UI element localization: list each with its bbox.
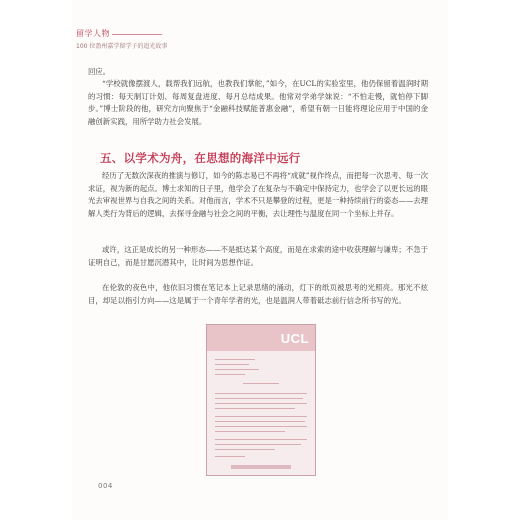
letter-signature-line: [215, 456, 245, 457]
header-rule: [112, 34, 162, 35]
ucl-letter-image: [206, 324, 316, 476]
letter-text-line: [215, 393, 307, 394]
paragraph-1: 回应。: [88, 67, 111, 76]
letter-text-line: [215, 369, 259, 370]
letter-text-line: [215, 408, 295, 409]
letter-text-line: [215, 439, 307, 440]
paragraph-5: 在伦敦的夜色中，他依旧习惯在笔记本上记录思绪的涌动，灯下的纸页被思考的光照亮。那光不炫目，却足以指引方向——这是属于一个青年学者的光，也是温润人带着砥志前行信念所书写的光。: [88, 283, 428, 305]
paragraph-2: “学校就像摆渡人，载帮我们远航，也教我们掌舵，”如今，在UCL的实验室里，他仍保留着温润时期的习惯：每天制订计划、每周复盘进度、每月总结成果。他常对学弟学妹说：“不怕走慢，就怕停下脚步。”博士阶段的他，研究方向聚焦于“金融科技赋能普惠金融”，希望有朝一日能将理论应用于中国的金融创新实践，用所学助力社会发展。: [88, 79, 428, 126]
letter-text-line: [215, 364, 249, 365]
letter-text-line: [215, 359, 255, 360]
section-heading: 五、以学术为舟，在思想的海洋中远行: [100, 151, 301, 165]
letter-text-line: [215, 398, 303, 399]
header-subtitle: 100 位盈州嘉学留学子的追光故事: [76, 43, 168, 50]
ucl-logo: UCL: [280, 331, 309, 346]
letter-text-line: [215, 444, 301, 445]
paragraph-4: 或许，这正是成长的另一种形态——不是抵达某个高度，而是在求索的途中收获理解与谦卑；不急于证明自己，而是甘愿沉潜其中，让时间为思想作证。: [88, 245, 428, 267]
letter-text-line: [215, 421, 305, 422]
letter-text-line: [215, 431, 285, 432]
letter-text-line: [215, 403, 307, 404]
running-header: [76, 28, 167, 50]
letter-text-line: [215, 374, 245, 375]
letter-text-line: [243, 383, 279, 384]
letter-text-line: [215, 449, 275, 450]
letter-text-line: [215, 416, 307, 417]
letter-footer: [231, 465, 291, 469]
letter-text-line: [215, 426, 307, 427]
paragraph-3: 经历了无数次深夜的推演与修订，如今的陈志易已不再将“成就”视作终点，而把每一次思考、每一次求证，视为新的起点。博士求知的日子里，他学会了在复杂与不确定中保持定力，也学会了以更长远的眼光去审视世界与自我之间的关系。对他而言，学术不只是攀登的过程，更是一种持续前行的姿态——去理解人类行为背后的逻辑，去探寻金融与社会之间的平衡，去让理性与温度在同一个坐标上并存。: [88, 171, 428, 218]
page-number: 004: [98, 482, 113, 490]
header-title: 留学人物: [76, 29, 110, 38]
